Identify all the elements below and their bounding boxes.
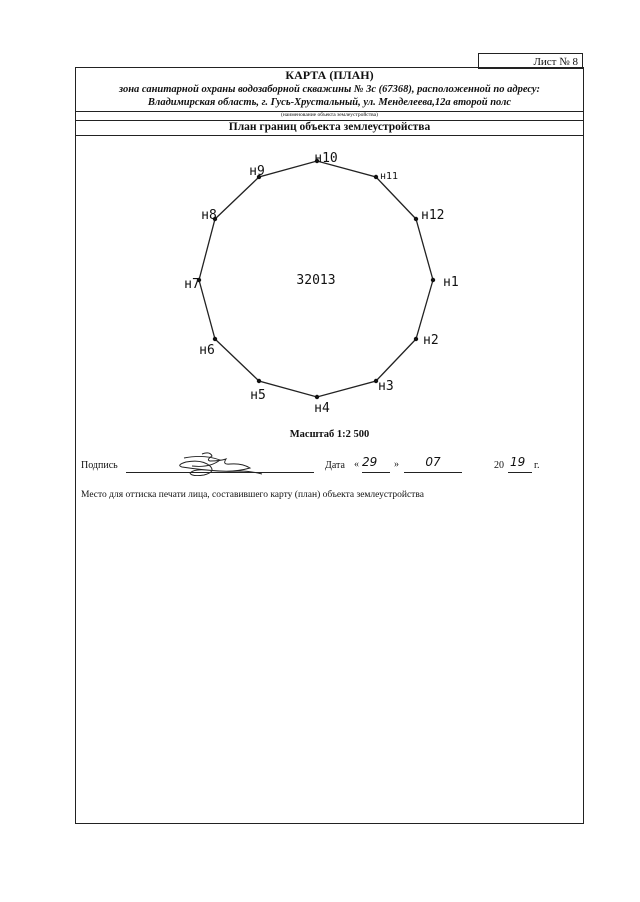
sheet-number: Лист № 8	[478, 53, 583, 69]
vertex-label-11: н11	[380, 171, 399, 182]
vertex-point-1	[431, 278, 435, 282]
vertex-label-10: н10	[314, 151, 338, 166]
vertex-label-12: н12	[421, 208, 445, 223]
vertex-label-9: н9	[249, 164, 265, 179]
handwritten-signature	[172, 450, 287, 476]
vertex-label-6: н6	[199, 343, 215, 358]
map-scale: Масштаб 1:2 500	[289, 429, 370, 440]
year-suffix: г.	[534, 460, 540, 471]
vertex-label-1: н1	[443, 275, 459, 290]
vertex-label-5: н5	[250, 388, 266, 403]
vertex-label-8: н8	[201, 208, 217, 223]
year-line	[508, 472, 532, 473]
quote-close: »	[394, 459, 399, 470]
vertex-label-7: н7	[184, 277, 200, 292]
section-title: План границ объекта землеустройства	[228, 121, 431, 133]
parcel-number: 32013	[296, 273, 336, 288]
date-day: 29	[362, 455, 378, 469]
object-address: Владимирская область, г. Гусь-Хрустальный, ул. Менделеева,12а второй полс	[147, 97, 512, 108]
date-month: 07	[425, 455, 441, 469]
vertex-label-3: н3	[378, 379, 394, 394]
month-line	[404, 472, 462, 473]
year-prefix: 20	[494, 460, 504, 471]
vertex-label-2: н2	[423, 333, 439, 348]
vertex-label-4: н4	[314, 401, 330, 416]
signature-label: Подпись	[81, 460, 118, 471]
date-year: 19	[510, 455, 526, 469]
vertex-point-11	[374, 175, 378, 179]
object-description: зона санитарной охраны водозаборной скважины № 3с (67368), расположенной по адресу:	[119, 84, 540, 95]
page-title: КАРТА (ПЛАН)	[285, 68, 374, 82]
object-caption: (наименование объекта землеустройства)	[281, 112, 378, 118]
vertex-point-12	[414, 217, 418, 221]
stamp-placeholder: Место для оттиска печати лица, составившего карту (план) объекта землеустройства	[81, 490, 424, 500]
day-line	[362, 472, 390, 473]
vertex-point-5	[257, 379, 261, 383]
vertex-point-4	[315, 395, 319, 399]
date-label: Дата	[325, 460, 345, 471]
vertex-point-6	[213, 337, 217, 341]
quote-open: «	[354, 459, 359, 470]
vertex-point-2	[414, 337, 418, 341]
